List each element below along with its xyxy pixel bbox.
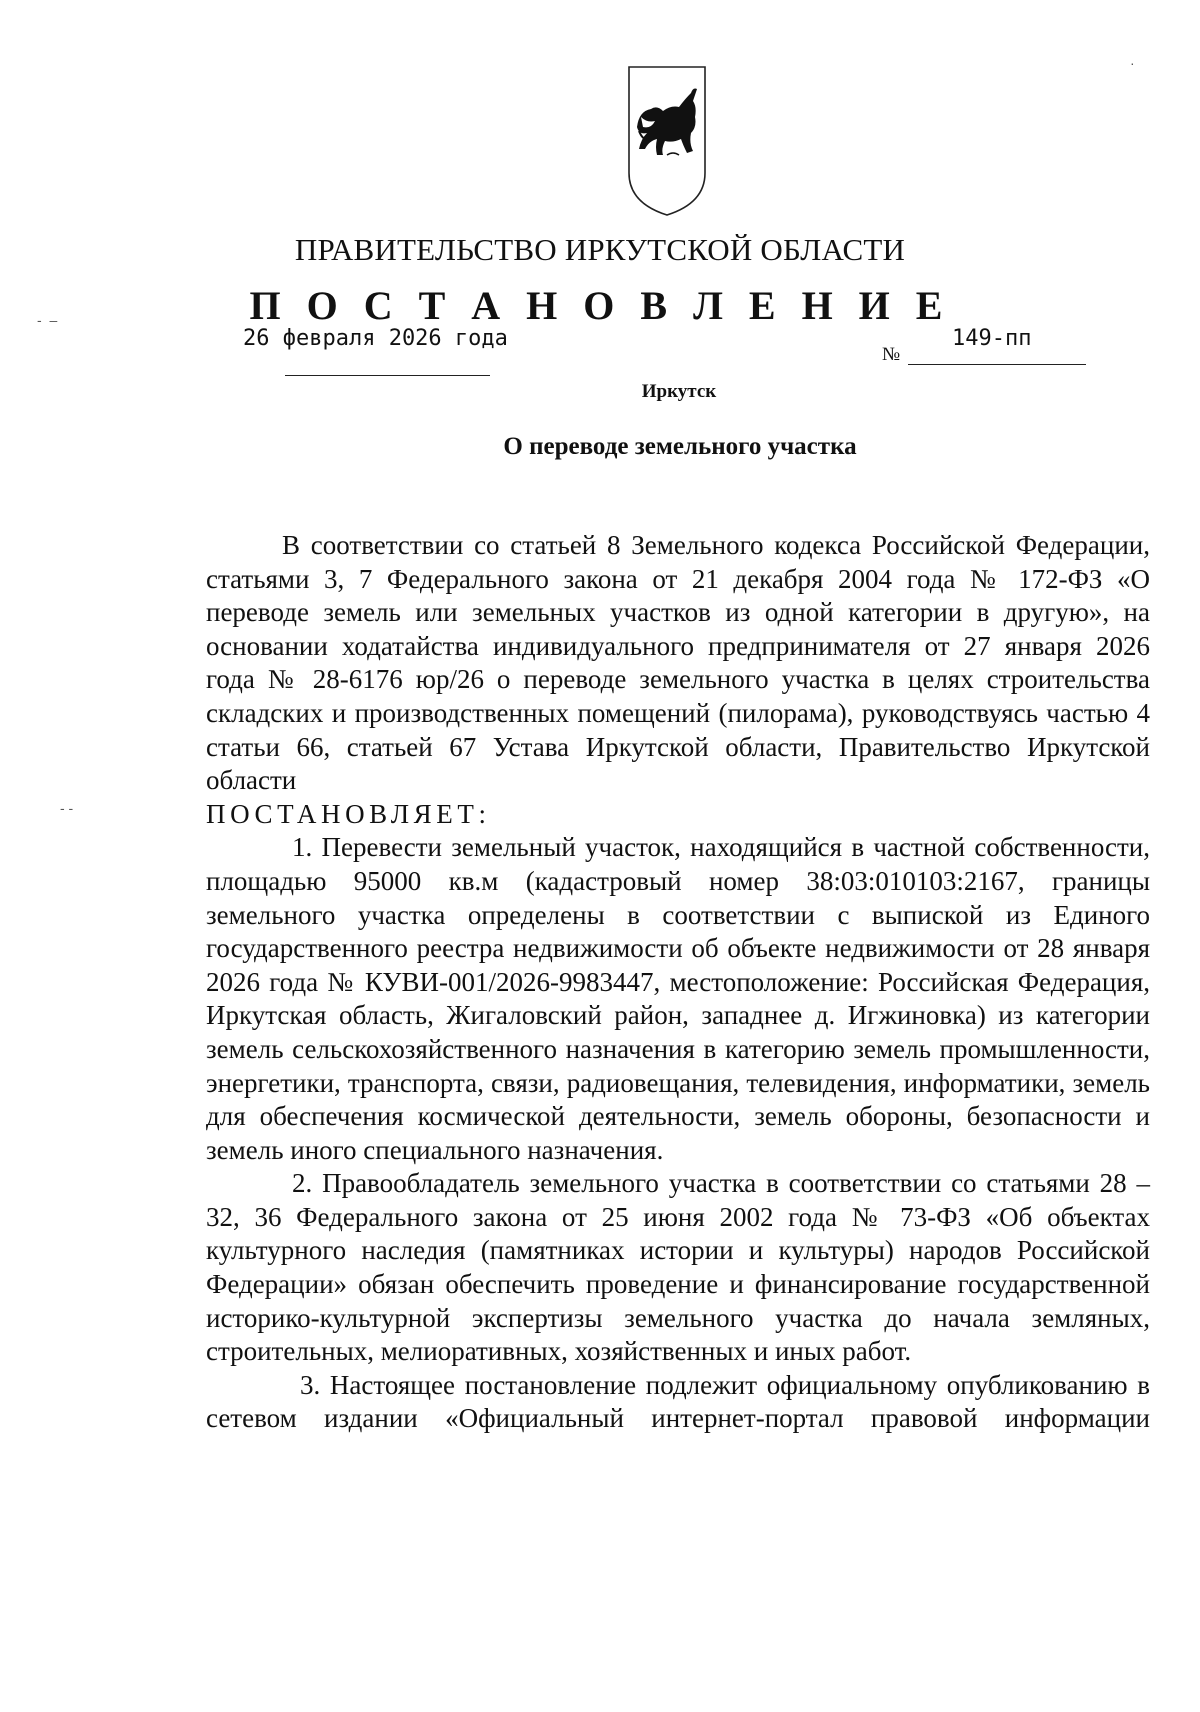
scan-mark: ·: [1130, 55, 1135, 71]
document-body: [206, 529, 1150, 1436]
government-title: ПРАВИТЕЛЬСТВО ИРКУТСКОЙ ОБЛАСТИ: [294, 232, 906, 267]
coat-of-arms-emblem: [627, 65, 707, 217]
number-sign: №: [882, 344, 901, 365]
item-2-paragraph: 2. Правообладатель земельного участка в соответствии со статьями 28 – 32, 36 Федерального закона от 25 июня 2002 года № 73-ФЗ «Об объектах культурного наследия (памятниках истории и культуры) народов Российской Федерации» обязан обеспечить проведение и финансирование государственной историко-культурной экспертизы земельного участка до начала земляных, строительных, мелиоративных, хозяйственных и иных работ.: [206, 1168, 1150, 1367]
date-underline: [285, 375, 490, 376]
item-1-paragraph: 1. Перевести земельный участок, находящийся в частной собственности, площадью 95000 кв.м (кадастровый номер 38:03:010103:2167, границы земельного участка определены в соответствии с выпиской из Единого государственного реестра недвижимости об объекте недвижимости от 28 января 2026 года № КУВИ-001/2026-9983447, местоположение: Российская Федерация, Иркутская область, Жигаловский район, западнее д. Игжиновка) из категории земель сельскохозяйственного назначения в категорию земель промышленности, энергетики, транспорта, связи, радиовещания, телевидения, информатики, земель для обеспечения космической деятельности, земель обороны, безопасности и земель иного специального назначения.: [206, 832, 1150, 1165]
scan-mark: - -: [60, 800, 74, 816]
scan-mark: - –: [37, 312, 58, 328]
item-3-paragraph: 3. Настоящее постановление подлежит официальному опубликованию в сетевом издании «Официальный интернет-портал правовой информации: [206, 1369, 1150, 1434]
preamble-paragraph: В соответствии со статьей 8 Земельного кодекса Российской Федерации, статьями 3, 7 Федерального закона от 21 декабря 2004 года № 172-ФЗ «О переводе земель или земельных участков из одной категории в другую», на основании ходатайства индивидуального предпринимателя от 27 января 2026 года № 28-6176 юр/26 о переводе земельного участка в целях строительства складских и производственных помещений (пилорама), руководствуясь частью 4 статьи 66, статьей 67 Устава Иркутской области, Правительство Иркутской области: [206, 530, 1150, 796]
document-number: 149-пп: [952, 326, 1032, 351]
decree-heading: ПОСТАНОВЛЯЕТ:: [206, 798, 491, 829]
document-date: 26 февраля 2026 года: [243, 326, 508, 351]
number-underline: [908, 364, 1086, 365]
document-subject: О переводе земельного участка: [503, 433, 857, 460]
city-name: Иркутск: [641, 381, 717, 402]
document-type-title: П О С Т А Н О В Л Е Н И Е: [249, 283, 951, 328]
